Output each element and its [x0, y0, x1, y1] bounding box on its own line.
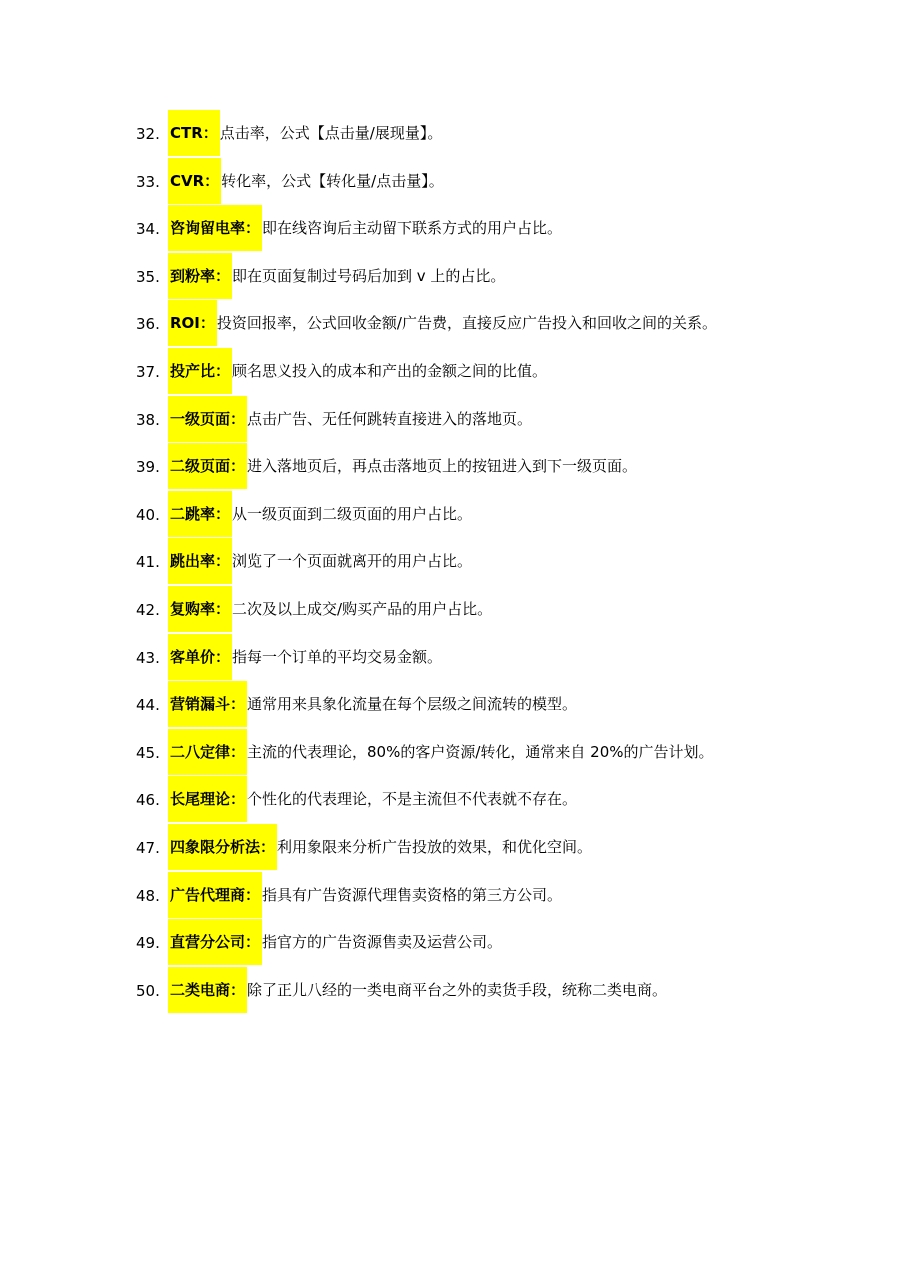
- list-item: [0, 205, 905, 253]
- item-number: 35.: [136, 267, 160, 286]
- item-number: 34.: [136, 220, 160, 239]
- term-definition: 转化率，公式【转化量/点击量】。: [221, 171, 444, 190]
- term-definition: 二次及以上成交/购买产品的用户占比。: [232, 599, 493, 618]
- item-entry: [168, 872, 562, 918]
- highlighted-term: 复购率：: [168, 586, 232, 632]
- term-definition: 点击广告、无任何跳转直接进入的落地页。: [247, 409, 533, 428]
- item-number: 38.: [136, 410, 160, 429]
- item-entry: [168, 538, 472, 584]
- item-entry: [168, 586, 492, 632]
- highlighted-term: 客单价：: [168, 634, 232, 680]
- item-entry: [168, 634, 442, 680]
- item-number: 46.: [136, 791, 160, 810]
- item-number: 41.: [136, 553, 160, 572]
- item-number: 43.: [136, 648, 160, 667]
- item-entry: [168, 491, 472, 537]
- list-item: [0, 681, 905, 729]
- term-definition: 主流的代表理论，80%的客户资源/转化，通常来自 20%的广告计划。: [247, 742, 714, 761]
- term-definition: 指官方的广告资源售卖及运营公司。: [262, 933, 503, 952]
- item-entry: [168, 729, 714, 775]
- list-item: [0, 586, 905, 634]
- term-definition: 通常用来具象化流量在每个层级之间流转的模型。: [247, 695, 578, 714]
- highlighted-term: 二级页面：: [168, 443, 247, 489]
- list-item: [0, 110, 905, 158]
- highlighted-term: 长尾理论：: [168, 776, 247, 822]
- highlighted-term: 到粉率：: [168, 253, 232, 299]
- list-item: [0, 872, 905, 920]
- item-number: 40.: [136, 505, 160, 524]
- term-definition: 个性化的代表理论，不是主流但不代表就不存在。: [247, 790, 578, 809]
- item-entry: [168, 158, 444, 204]
- item-entry: [168, 681, 577, 727]
- highlighted-term: 四象限分析法：: [168, 824, 277, 870]
- item-number: 47.: [136, 838, 160, 857]
- list-item: [0, 348, 905, 396]
- list-item: [0, 824, 905, 872]
- term-definition: 从一级页面到二级页面的用户占比。: [232, 504, 473, 523]
- highlighted-term: CVR：: [168, 158, 221, 204]
- item-entry: [168, 443, 637, 489]
- list-item: [0, 253, 905, 301]
- term-definition: 指具有广告资源代理售卖资格的第三方公司。: [262, 885, 563, 904]
- item-number: 48.: [136, 886, 160, 905]
- list-item: [0, 443, 905, 491]
- list-item: [0, 491, 905, 539]
- item-number: 39.: [136, 458, 160, 477]
- term-definition: 除了正儿八经的一类电商平台之外的卖货手段，统称二类电商。: [247, 980, 668, 999]
- item-entry: [168, 396, 532, 442]
- term-definition: 即在线咨询后主动留下联系方式的用户占比。: [262, 219, 563, 238]
- term-definition: 利用象限来分析广告投放的效果，和优化空间。: [277, 837, 593, 856]
- item-entry: [168, 967, 667, 1013]
- term-definition: 指每一个订单的平均交易金额。: [232, 647, 443, 666]
- item-number: 42.: [136, 600, 160, 619]
- term-definition: 投资回报率，公式回收金额/广告费，直接反应广告投入和回收之间的关系。: [216, 314, 717, 333]
- item-entry: [168, 300, 717, 346]
- list-item: [0, 634, 905, 682]
- term-definition: 即在页面复制过号码后加到 v 上的占比。: [232, 266, 506, 285]
- highlighted-term: 二跳率：: [168, 491, 232, 537]
- list-item: [0, 919, 905, 967]
- item-number: 32.: [136, 125, 160, 143]
- item-number: 49.: [136, 934, 160, 953]
- highlighted-term: 直营分公司：: [168, 919, 262, 965]
- highlighted-term: 二类电商：: [168, 967, 247, 1013]
- term-definition: 顾名思义投入的成本和产出的金额之间的比值。: [232, 361, 548, 380]
- list-item: [0, 729, 905, 777]
- term-definition: 点击率，公式【点击量/展现量】。: [219, 124, 443, 142]
- item-number: 37.: [136, 362, 160, 381]
- item-entry: [168, 348, 547, 394]
- highlighted-term: 营销漏斗：: [168, 681, 247, 727]
- list-item: [0, 396, 905, 444]
- list-item: [0, 158, 905, 206]
- item-entry: [168, 776, 577, 822]
- highlighted-term: 广告代理商：: [168, 872, 262, 918]
- list-item: [0, 538, 905, 586]
- item-number: 36.: [136, 315, 160, 334]
- item-number: 50.: [136, 981, 160, 1000]
- item-number: 44.: [136, 696, 160, 715]
- highlighted-term: 一级页面：: [168, 396, 247, 442]
- list-item: [0, 967, 905, 1015]
- item-entry: [168, 919, 502, 965]
- highlighted-term: 二八定律：: [168, 729, 247, 775]
- glossary-list: [0, 110, 905, 1014]
- highlighted-term: 咨询留电率：: [168, 205, 262, 251]
- highlighted-term: 跳出率：: [168, 538, 232, 584]
- item-entry: [168, 253, 505, 299]
- item-number: 45.: [136, 743, 160, 762]
- highlighted-term: ROI：: [168, 300, 217, 346]
- item-number: 33.: [136, 172, 160, 191]
- item-entry: [168, 824, 592, 870]
- highlighted-term: 投产比：: [168, 348, 232, 394]
- highlighted-term: CTR：: [168, 110, 220, 156]
- list-item: [0, 300, 905, 348]
- item-entry: [168, 205, 562, 251]
- term-definition: 浏览了一个页面就离开的用户占比。: [232, 552, 473, 571]
- item-entry: [168, 110, 442, 156]
- term-definition: 进入落地页后，再点击落地页上的按钮进入到下一级页面。: [247, 457, 638, 476]
- list-item: [0, 776, 905, 824]
